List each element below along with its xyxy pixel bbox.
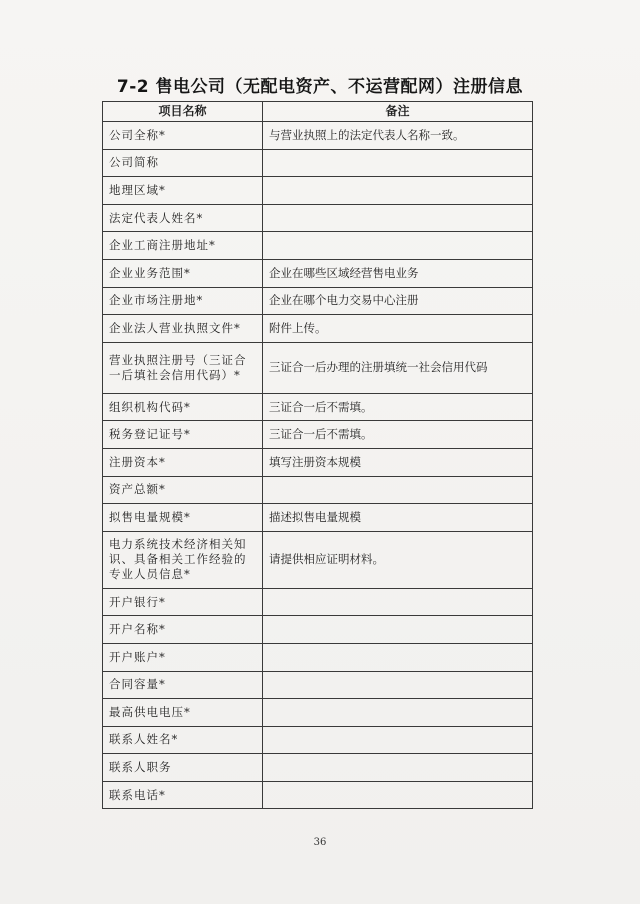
remark-cell: 三证合一后办理的注册填统一社会信用代码 (263, 342, 533, 393)
remark-cell: 三证合一后不需填。 (263, 421, 533, 449)
item-name-cell: 税务登记证号* (103, 421, 263, 449)
table-row (103, 671, 533, 699)
table-row (103, 287, 533, 315)
remark-cell: 附件上传。 (263, 315, 533, 343)
table-row (103, 781, 533, 809)
item-name-cell: 合同容量* (103, 671, 263, 699)
table-row (103, 315, 533, 343)
remark-cell: 描述拟售电量规模 (263, 504, 533, 532)
table-row (103, 643, 533, 671)
table-row (103, 122, 533, 150)
remark-cell: 请提供相应证明材料。 (263, 531, 533, 588)
item-name-cell: 最高供电电压* (103, 699, 263, 727)
remark-cell: 填写注册资本规模 (263, 448, 533, 476)
item-name-cell: 联系人职务 (103, 754, 263, 782)
table-row (103, 259, 533, 287)
item-name-cell: 企业业务范围* (103, 259, 263, 287)
table-row (103, 754, 533, 782)
item-name-cell: 企业法人营业执照文件* (103, 315, 263, 343)
table-header-row (103, 102, 533, 122)
item-name-cell: 开户名称* (103, 616, 263, 644)
remark-cell: 与营业执照上的法定代表人名称一致。 (263, 122, 533, 150)
remark-cell (263, 204, 533, 232)
remark-cell (263, 671, 533, 699)
table-row (103, 726, 533, 754)
item-name-cell: 注册资本* (103, 448, 263, 476)
page-number: 36 (313, 837, 327, 848)
remark-cell (263, 476, 533, 504)
remark-cell (263, 754, 533, 782)
table-row (103, 476, 533, 504)
item-name-cell: 开户账户* (103, 643, 263, 671)
remark-cell (263, 726, 533, 754)
remark-cell (263, 781, 533, 809)
remark-cell (263, 177, 533, 205)
table-row (103, 531, 533, 588)
remark-cell (263, 232, 533, 260)
table-row (103, 393, 533, 421)
remark-cell (263, 699, 533, 727)
table-row (103, 421, 533, 449)
item-name-cell: 资产总额* (103, 476, 263, 504)
remark-cell (263, 643, 533, 671)
item-name-cell: 联系人姓名* (103, 726, 263, 754)
column-header-item-name: 项目名称 (103, 102, 263, 122)
item-name-cell: 组织机构代码* (103, 393, 263, 421)
item-name-cell: 电力系统技术经济相关知识、具备相关工作经验的专业人员信息* (103, 531, 263, 588)
item-name-cell: 企业工商注册地址* (103, 232, 263, 260)
remark-cell: 企业在哪个电力交易中心注册 (263, 287, 533, 315)
item-name-cell: 公司简称 (103, 149, 263, 177)
table-row (103, 699, 533, 727)
item-name-cell: 营业执照注册号（三证合一后填社会信用代码）* (103, 342, 263, 393)
document-title: 7-2 售电公司（无配电资产、不运营配网）注册信息 (116, 77, 524, 97)
item-name-cell: 联系电话* (103, 781, 263, 809)
table-row (103, 177, 533, 205)
remark-cell (263, 149, 533, 177)
remark-cell (263, 616, 533, 644)
table-row (103, 448, 533, 476)
table-row (103, 616, 533, 644)
table-row (103, 204, 533, 232)
item-name-cell: 法定代表人姓名* (103, 204, 263, 232)
registration-table (102, 101, 533, 809)
table-row (103, 504, 533, 532)
table-row (103, 232, 533, 260)
remark-cell: 三证合一后不需填。 (263, 393, 533, 421)
item-name-cell: 拟售电量规模* (103, 504, 263, 532)
table-row (103, 588, 533, 616)
remark-cell (263, 588, 533, 616)
item-name-cell: 地理区域* (103, 177, 263, 205)
table-row (103, 149, 533, 177)
table-row (103, 342, 533, 393)
column-header-remarks: 备注 (263, 102, 533, 122)
remark-cell: 企业在哪些区域经营售电业务 (263, 259, 533, 287)
item-name-cell: 企业市场注册地* (103, 287, 263, 315)
item-name-cell: 开户银行* (103, 588, 263, 616)
item-name-cell: 公司全称* (103, 122, 263, 150)
